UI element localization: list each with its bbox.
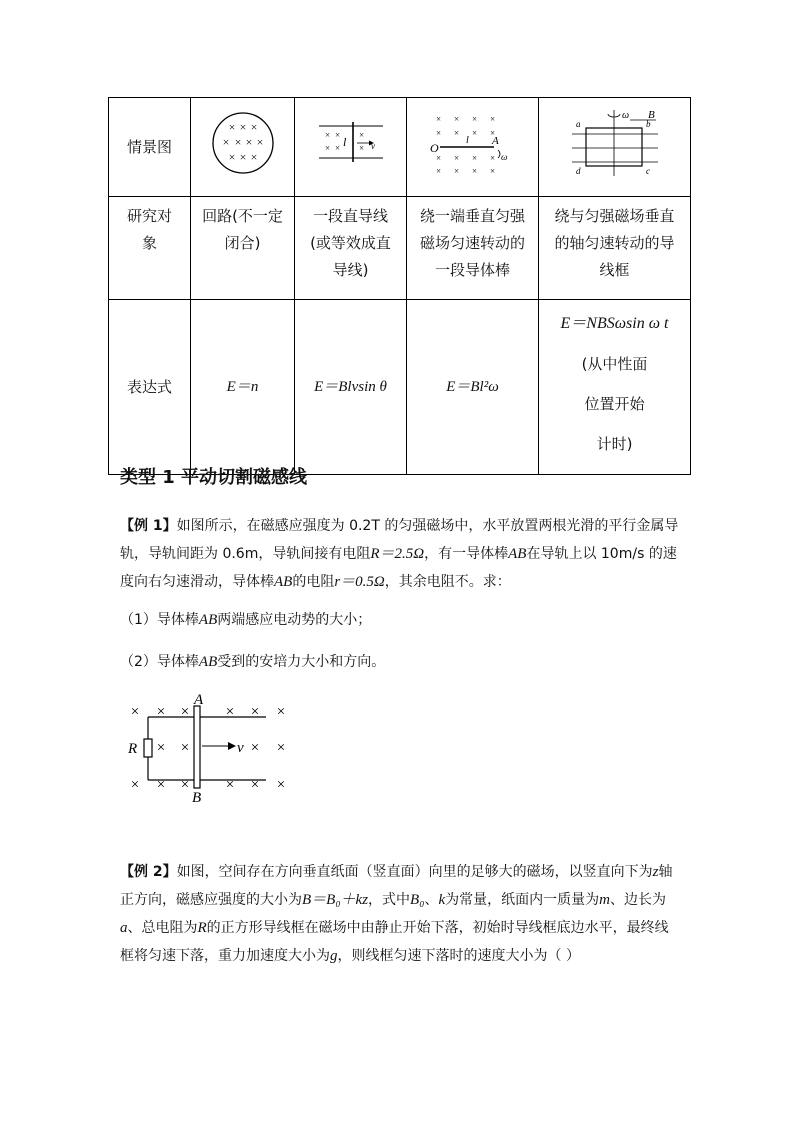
ex2-text: 框将匀速下落，重力加速度大小为 (120, 948, 330, 964)
cross-mark: × (250, 704, 260, 720)
label-a: a (575, 118, 580, 129)
object-cell (191, 197, 295, 300)
cross-mark: × (435, 165, 441, 176)
object-line: 导线) (332, 261, 369, 279)
rod-label: AB (198, 612, 218, 628)
cross-mark: × (228, 149, 235, 164)
fig-rotating-rod (407, 98, 539, 197)
question-text: （2）导体棒 (120, 654, 199, 670)
object-cell (407, 197, 539, 300)
cross-mark: × (489, 113, 495, 124)
label-A: A (194, 692, 204, 708)
cross-mark: × (234, 134, 241, 149)
ex1-text: 在导轨上以 10m/s 的速 (526, 546, 677, 562)
row-header (109, 197, 191, 300)
example-tag: 【例 2】 (120, 864, 177, 880)
object-cell (295, 197, 407, 300)
example-tag: 【例 1】 (120, 518, 177, 534)
label-c: c (645, 165, 650, 176)
question-text: （1）导体棒 (120, 612, 199, 628)
ex2-line (120, 886, 685, 914)
label-l: l (342, 134, 346, 149)
rotating-frame-figure (568, 108, 662, 178)
resistance-r: r＝0.5Ω (334, 574, 385, 590)
ex2-text: 的正方形导线框在磁场中由静止开始下落，初始时导线框底边水平，最终线 (206, 920, 669, 936)
cross-mark: × (435, 127, 441, 138)
question-2 (120, 648, 685, 676)
ex1-text: 如图所示，在磁感应强度为 0.2T 的匀强磁场中，水平放置两根光滑的平行金属导 (176, 518, 679, 534)
cross-mark: × (256, 134, 263, 149)
cross-mark: × (489, 152, 495, 163)
label-d: d (575, 165, 580, 176)
expression-cell: E＝n (191, 300, 295, 475)
expression-line: 位置开始 (584, 395, 645, 413)
example-1 (120, 512, 685, 596)
cross-mark: × (324, 129, 330, 140)
cross-mark: × (358, 129, 364, 140)
cross-mark: × (239, 119, 246, 134)
cross-mark: × (156, 704, 166, 720)
cross-mark: × (180, 740, 190, 756)
ex2-line (120, 914, 685, 942)
rod-label: AB (198, 654, 218, 670)
cross-mark: × (250, 740, 260, 756)
object-line: 一段导体棒 (434, 261, 510, 279)
var-m: m (599, 892, 610, 908)
cross-mark: × (471, 127, 477, 138)
b-formula: B＝B₀＋kz (302, 892, 369, 908)
cross-mark: × (180, 777, 190, 793)
question-1 (120, 606, 685, 634)
var-b0: B₀ (410, 892, 425, 908)
label-omega: ω (500, 151, 507, 162)
ex1-line (120, 568, 685, 596)
ex1-text: 度向右匀速滑动，导体棒 (120, 574, 274, 590)
section-heading: 类型 1 平动切割磁感线 (120, 467, 308, 488)
ex1-text: 的电阻 (292, 574, 335, 590)
cross-mark: × (225, 777, 235, 793)
cross-mark: × (471, 113, 477, 124)
cross-mark: × (130, 777, 140, 793)
label-B: B (192, 790, 202, 805)
ex2-text: ，式中 (368, 892, 411, 908)
fig-rotating-frame (539, 98, 691, 197)
object-line: 线框 (599, 261, 630, 279)
object-line: 的轴匀速转动的导 (554, 234, 675, 252)
label-B: B (647, 108, 655, 121)
row-header: 表达式 (109, 300, 191, 475)
table-row (109, 300, 691, 475)
table-row (109, 197, 691, 300)
rod-label: AB (508, 546, 527, 562)
label-R: R (128, 741, 138, 757)
cross-mark: × (358, 142, 364, 153)
ex1-line (120, 540, 685, 568)
object-line: 绕与匀强磁场垂直 (554, 207, 675, 225)
cross-mark: × (276, 777, 286, 793)
ex2-line (120, 858, 685, 886)
label-b: b (645, 118, 650, 129)
var-k: k (438, 892, 446, 908)
expression-cell: E＝Bl²ω (407, 300, 539, 475)
cross-mark: × (228, 119, 235, 134)
fig-circle-loop (191, 98, 295, 197)
var-a: a (120, 920, 128, 936)
ex1-line (120, 512, 685, 540)
cross-mark: × (489, 165, 495, 176)
cross-mark: × (245, 134, 252, 149)
object-line: 一段直导线 (312, 207, 388, 225)
ex2-text: 正方向，磁感应强度的大小为 (120, 892, 302, 908)
cross-mark: × (250, 777, 260, 793)
resistance-R: R＝2.5Ω (370, 546, 425, 562)
var-z: z (652, 864, 659, 880)
expression-line: (从中性面 (581, 355, 648, 373)
cross-mark: × (453, 127, 459, 138)
label-l: l (465, 134, 469, 146)
example-2 (120, 858, 685, 970)
circle-field-figure (208, 108, 278, 178)
rod-label: AB (274, 574, 293, 590)
var-g: g (330, 948, 338, 964)
ex1-text: ，有一导体棒 (424, 546, 509, 562)
cross-mark: × (276, 704, 286, 720)
ex2-text: 如图，空间存在方向垂直纸面（竖直面）向里的足够大的磁场，以竖直向下为 (176, 864, 653, 880)
expression-cell (539, 300, 691, 475)
label-O: O (429, 140, 439, 155)
cross-mark: × (453, 165, 459, 176)
row-header: 情景图 (109, 98, 191, 197)
cross-mark: × (453, 113, 459, 124)
cross-mark: × (324, 142, 330, 153)
question-text: 受到的安培力大小和方向。 (217, 654, 386, 670)
ex2-text: 、边长为 (609, 892, 666, 908)
row-header-line: 象 (141, 234, 157, 252)
expression-cell: E＝Blvsin θ (295, 300, 407, 475)
rail-circuit-figure (122, 690, 302, 805)
object-cell (539, 197, 691, 300)
expression-line: 计时) (596, 435, 633, 453)
cross-mark: × (156, 740, 166, 756)
cross-mark: × (222, 134, 229, 149)
cross-mark: × (250, 149, 257, 164)
cross-mark: × (130, 704, 140, 720)
expression-line: E＝NBSωsin ω t (560, 315, 669, 332)
cross-mark: × (225, 704, 235, 720)
label-A: A (491, 134, 499, 147)
ex2-text: ，则线框匀速下落时的速度大小为（ ） (337, 948, 580, 964)
table-row (109, 98, 691, 197)
ex1-text: ，其余电阻不。求： (384, 574, 511, 590)
cross-mark: × (239, 149, 246, 164)
cross-mark: × (250, 119, 257, 134)
ex2-text: 、 (424, 892, 439, 908)
cross-mark: × (471, 152, 477, 163)
cross-mark: × (453, 152, 459, 163)
ex2-text: 、总电阻为 (127, 920, 198, 936)
ex2-text: 为常量，纸面内一质量为 (445, 892, 600, 908)
cross-mark: × (471, 165, 477, 176)
straight-wire-figure (313, 118, 389, 168)
object-line: 闭合) (224, 234, 261, 252)
rotating-rod-figure (428, 110, 518, 176)
label-v: v (370, 140, 375, 151)
ex2-text: 轴 (658, 864, 673, 880)
label-v: v (237, 740, 244, 756)
label-omega: ω (621, 109, 629, 121)
object-line: 回路(不一定 (202, 207, 283, 225)
var-R: R (197, 920, 207, 936)
cross-mark: × (156, 777, 166, 793)
summary-table (108, 97, 691, 475)
row-header-line: 研究对 (126, 207, 172, 225)
cross-mark: × (435, 152, 441, 163)
cross-mark: × (489, 127, 495, 138)
fig-straight-wire (295, 98, 407, 197)
object-line: 绕一端垂直匀强 (419, 207, 525, 225)
object-line: 磁场匀速转动的 (419, 234, 525, 252)
cross-mark: × (435, 113, 441, 124)
question-text: 两端感应电动势的大小； (217, 612, 372, 628)
cross-mark: × (180, 704, 190, 720)
cross-mark: × (334, 142, 340, 153)
ex1-text: 轨，导轨间距为 0.6m，导轨间接有电阻 (120, 546, 371, 562)
ex2-line (120, 942, 685, 970)
cross-mark: × (334, 129, 340, 140)
object-line: (或等效成直 (310, 234, 391, 252)
cross-mark: × (276, 740, 286, 756)
